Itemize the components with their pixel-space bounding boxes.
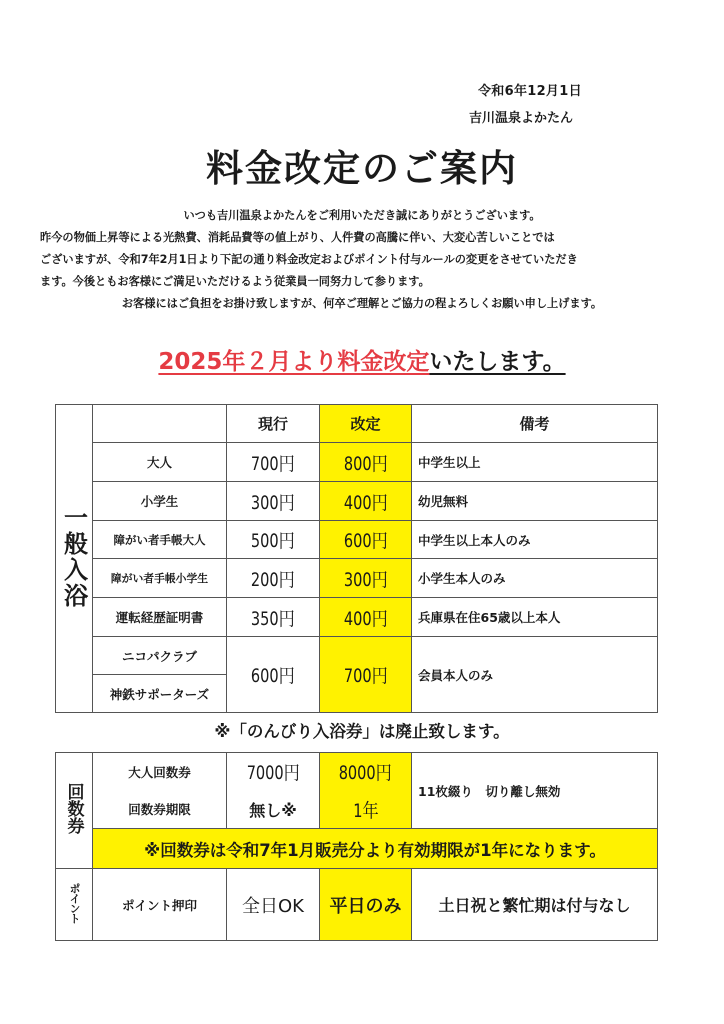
current-price-cell: 500円 bbox=[227, 521, 320, 559]
revised-price-cell: 8000円 bbox=[320, 753, 412, 791]
points-row bbox=[56, 869, 658, 941]
category-cell: 大人 bbox=[93, 443, 227, 482]
coupon-points-table bbox=[55, 752, 658, 941]
headline bbox=[0, 343, 724, 376]
header-notes: 備考 bbox=[412, 405, 658, 443]
current-price-cell: 300円 bbox=[227, 482, 320, 521]
notice-row bbox=[56, 829, 658, 869]
points-group-label: ポイント bbox=[68, 882, 81, 923]
table-row bbox=[56, 521, 658, 559]
points-label-cell bbox=[56, 869, 93, 941]
intro-line: ございますが、令和7年2月1日より下記の通り料金改定およびポイント付与ルールの変更をさせていただき bbox=[40, 253, 578, 266]
headline-black-text: いたします。 bbox=[429, 349, 566, 375]
current-price-cell: 7000円 bbox=[227, 753, 320, 791]
intro-text bbox=[40, 205, 684, 315]
category-cell-2: 神鉄サポーターズ bbox=[93, 675, 227, 713]
group-label: 一般入浴 bbox=[59, 504, 88, 609]
intro-line: 昨今の物価上昇等による光熱費、消耗品費等の値上がり、人件費の高騰に伴い、大変心苦しいことでは bbox=[40, 231, 555, 244]
coupon-group-label: 回数券 bbox=[63, 783, 84, 834]
note-cell: 中学生以上 bbox=[412, 443, 658, 482]
table-header-row bbox=[56, 405, 658, 443]
current-value-cell: 無し※ bbox=[227, 791, 320, 829]
table-row bbox=[56, 753, 658, 791]
general-bath-table bbox=[55, 404, 658, 713]
group-label-cell bbox=[56, 405, 93, 713]
revised-price-cell: 400円 bbox=[320, 482, 412, 521]
current-price-cell: 600円 bbox=[227, 637, 320, 713]
revised-value-cell: 平日のみ bbox=[320, 869, 412, 941]
organization-name: 吉川温泉よかたん bbox=[469, 111, 574, 126]
note-cell: 兵庫県在住65歳以上本人 bbox=[412, 598, 658, 637]
header-revised: 改定 bbox=[320, 405, 412, 443]
table-row bbox=[56, 559, 658, 598]
current-price-cell: 200円 bbox=[227, 559, 320, 598]
revised-price-cell: 300円 bbox=[320, 559, 412, 598]
note-cell: 中学生以上本人のみ bbox=[412, 521, 658, 559]
revised-price-cell: 700円 bbox=[320, 637, 412, 713]
category-cell: 運転経歴証明書 bbox=[93, 598, 227, 637]
header-current: 現行 bbox=[227, 405, 320, 443]
coupon-expiry-notice: ※回数券は令和7年1月販売分より有効期限が1年になります。 bbox=[93, 829, 658, 869]
notice-date: 令和6年12月1日 bbox=[478, 84, 582, 99]
abolish-notice: ※「のんびり入浴券」は廃止致します。 bbox=[214, 722, 510, 741]
category-cell: 障がい者手帳大人 bbox=[93, 521, 227, 559]
intro-line: いつも吉川温泉よかたんをご利用いただき誠にありがとうございます。 bbox=[183, 209, 541, 222]
table-row bbox=[56, 598, 658, 637]
note-cell: 11枚綴り 切り離し無効 bbox=[412, 753, 658, 829]
category-cell: 小学生 bbox=[93, 482, 227, 521]
category-cell: ニコパクラブ bbox=[93, 637, 227, 675]
coupon-label-cell bbox=[56, 753, 93, 869]
current-value-cell: 全日OK bbox=[227, 869, 320, 941]
note-cell: 土日祝と繁忙期は付与なし bbox=[412, 869, 658, 941]
intro-line: お客様にはご負担をお掛け致しますが、何卒ご理解とご協力の程よろしくお願い申し上げます。 bbox=[121, 297, 603, 310]
page-title: 料金改定のご案内 bbox=[206, 147, 518, 190]
table-row bbox=[56, 482, 658, 521]
header-empty bbox=[93, 405, 227, 443]
revised-price-cell: 600円 bbox=[320, 521, 412, 559]
intro-line: ます。今後ともお客様にご満足いただけるよう従業員一同努力して参ります。 bbox=[40, 275, 430, 288]
note-cell: 幼児無料 bbox=[412, 482, 658, 521]
table-row bbox=[56, 443, 658, 482]
category-cell: 回数券期限 bbox=[93, 791, 227, 829]
note-cell: 会員本人のみ bbox=[412, 637, 658, 713]
headline-red-text: 2025年２月より料金改定 bbox=[158, 349, 430, 375]
revised-price-cell: 400円 bbox=[320, 598, 412, 637]
category-cell: ポイント押印 bbox=[93, 869, 227, 941]
revised-value-cell: 1年 bbox=[320, 791, 412, 829]
note-cell: 小学生本人のみ bbox=[412, 559, 658, 598]
category-cell: 障がい者手帳小学生 bbox=[93, 559, 227, 598]
category-cell: 大人回数券 bbox=[93, 753, 227, 791]
current-price-cell: 700円 bbox=[227, 443, 320, 482]
current-price-cell: 350円 bbox=[227, 598, 320, 637]
revised-price-cell: 800円 bbox=[320, 443, 412, 482]
table-row bbox=[56, 637, 658, 675]
